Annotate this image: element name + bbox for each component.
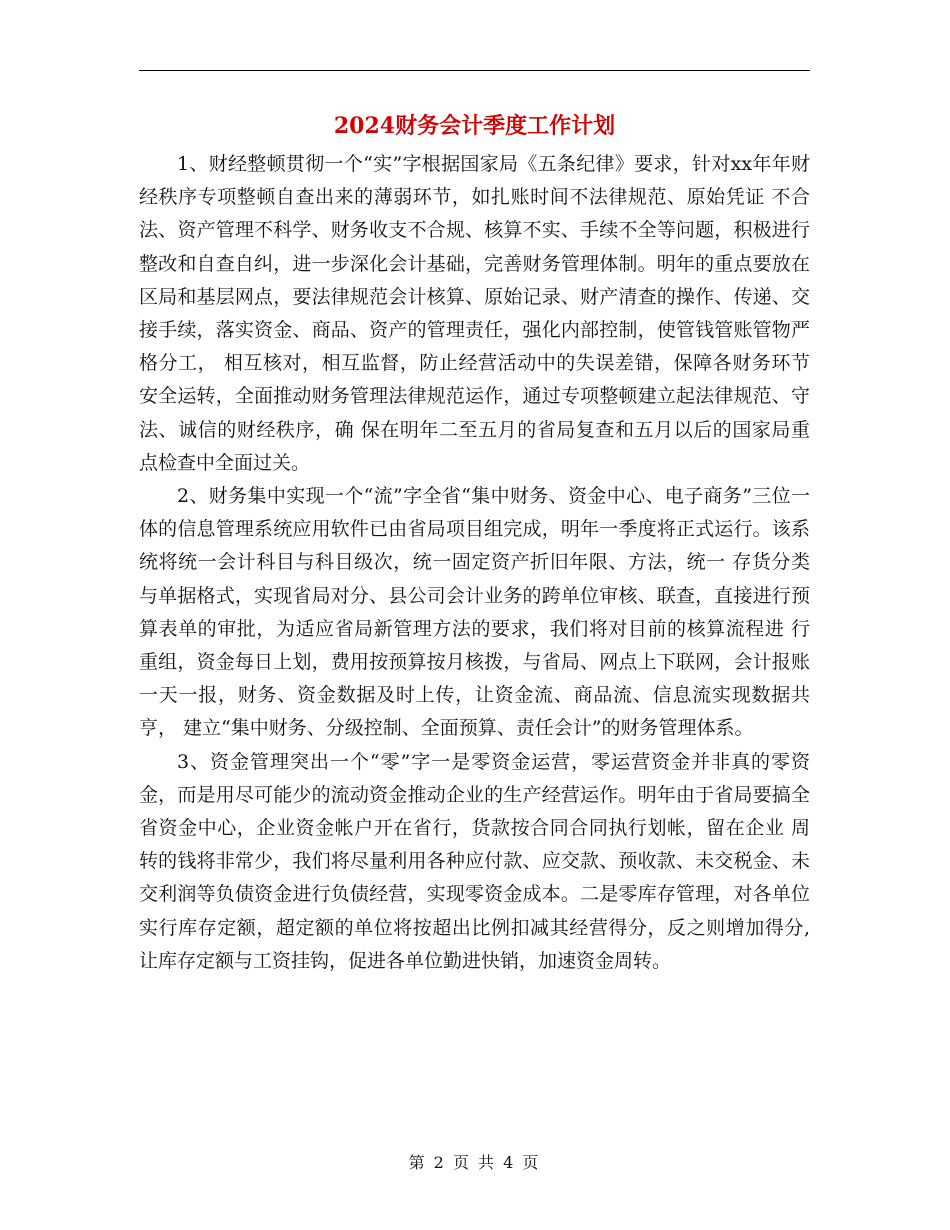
- paragraph-2: 2、财务集中实现一个“流”字全省“集中财务、资金中心、电子商务”三位一体的信息管理系统应用软件已由省局项目组完成，明年一季度将正式运行。该系统将统一会计科目与科目级次，统一固定资产折旧年限、方法，统一 存货分类与单据格式，实现省局对分、县公司会计业务的跨单位审核、联查，直接进行预算表单的审批，为适应省局新管理方法的要求，我们将对目前的核算流程进 行重组，资金每日上划，费用按预算按月核拨，与省局、网点上下联网，会计报账一天一报，财务、资金数据及时上传，让资金流、商品流、信息流实现数据共亨， 建立“集中财务、分级控制、全面预算、责任会计”的财务管理体系。: [139, 485, 810, 740]
- document-title: 2024财务会计季度工作计划: [333, 113, 616, 139]
- document-body: [139, 148, 810, 978]
- paragraph-3: 3、资金管理突出一个“零”字一是零资金运营，零运营资金并非真的零资金，而是用尽可能少的流动资金推动企业的生产经营运作。明年由于省局要搞全省资金中心，企业资金帐户开在省行，货款按合同合同执行划帐，留在企业 周转的钱将非常少，我们将尽量利用各种应付款、应交款、预收款、未交税金、未交利润等负债资金进行负债经营，实现零资金成本。二是零库存管理，对各单位实行库存定额，超定额的单位将按超出比例扣减其经营得分，反之则增加得分,让库存定额与工资挂钩，促进各单位勤进快销，加速资金周转。: [139, 750, 810, 972]
- page-number: 第 2 页 共 4 页: [408, 1153, 541, 1172]
- paragraph-1: 1、财经整顿贯彻一个“实”字根据国家局《五条纪律》要求，针对xx年年财经秩序专项整顿自查出来的薄弱环节，如扎账时间不法律规范、原始凭证 不合法、资产管理不科学、财务收支不合规、核算不实、手续不全等问题，积极进行整改和自查自纠，进一步深化会计基础，完善财务管理体制。明年的重点要放在 区局和基层网点，要法律规范会计核算、原始记录、财产清查的操作、传递、交接手续，落实资金、商品、资产的管理责任，强化内部控制，使管钱管账管物严格分工， 相互核对，相互监督，防止经营活动中的失误差错，保障各财务环节安全运转，全面推动财务管理法律规范运作，通过专项整顿建立起法律规范、守法、诚信的财经秩序，确 保在明年二至五月的省局复查和五月以后的国家局重点检查中全面过关。: [139, 153, 810, 474]
- header-rule: [139, 70, 810, 71]
